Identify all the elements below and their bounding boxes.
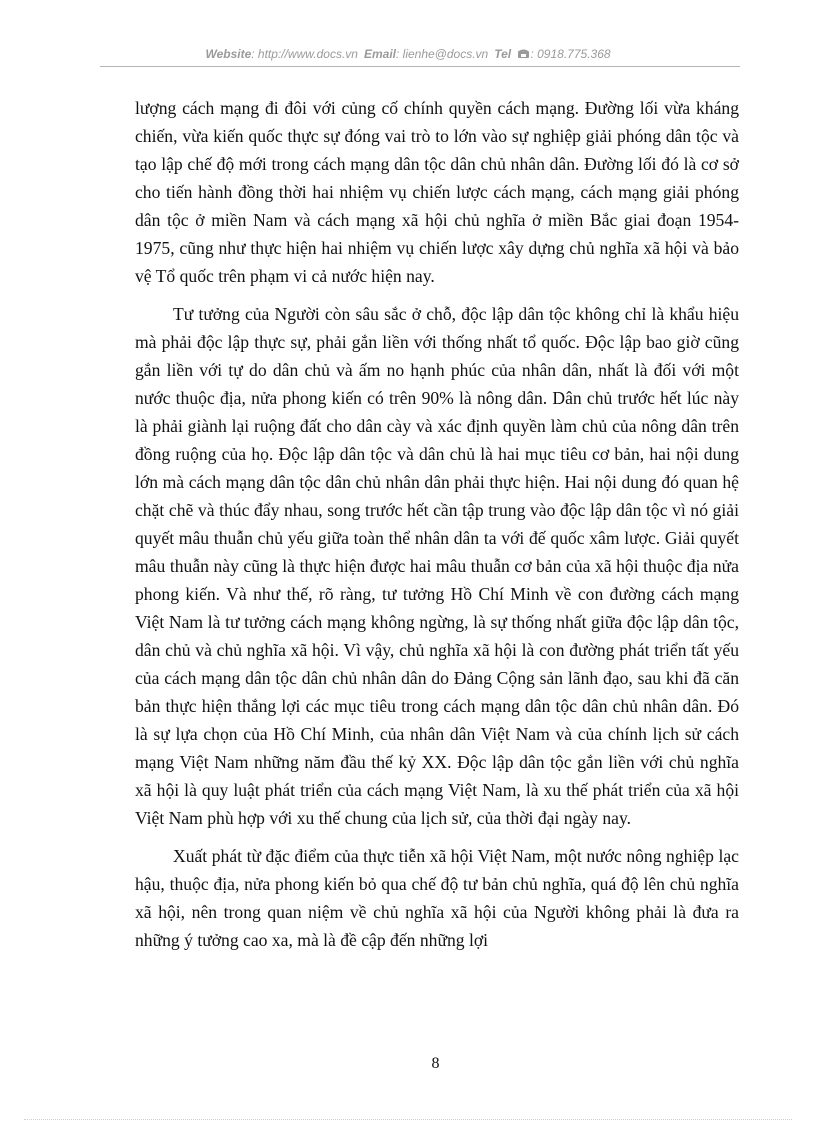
page-header [0,47,816,61]
paragraph: lượng cách mạng đi đôi với củng cố chính quyền cách mạng. Đường lối vừa kháng chiến, vừa kiến quốc thực sự đóng vai trò to lớn vào sự nghiệp giải phóng dân tộc và tạo lập chế độ mới trong cách mạng dân tộc dân chủ nhân dân. Đường lối đó là cơ sở cho tiến hành đồng thời hai nhiệm vụ chiến lược cách mạng, cách mạng giải phóng dân tộc ở miền Nam và cách mạng xã hội chủ nghĩa ở miền Bắc giai đoạn 1954-1975, cũng như thực hiện hai nhiệm vụ chiến lược xây dựng chủ nghĩa xã hội và bảo vệ Tổ quốc trên phạm vi cả nước hiện nay. [135,98,739,286]
website-value: : http://www.docs.vn [251,47,358,61]
tel-value: : 0918.775.368 [530,47,611,61]
document-body [135,94,739,964]
page-number: 8 [431,1055,440,1072]
email-value: : lienhe@docs.vn [395,47,489,61]
tel-label: Tel [494,47,512,61]
paragraph: Xuất phát từ đặc điểm của thực tiễn xã hội Việt Nam, một nước nông nghiệp lạc hậu, thuộc địa, nửa phong kiến bỏ qua chế độ tư bản chủ nghĩa, quá độ lên chủ nghĩa xã hội, nên trong quan niệm về chủ nghĩa xã hội của Người không phải là đưa ra những ý tưởng cao xa, mà là đề cập đến những lợi [135,846,739,950]
website-label: Website [205,47,252,61]
phone-icon [517,48,530,59]
paragraph: Tư tưởng của Người còn sâu sắc ở chỗ, độc lập dân tộc không chỉ là khẩu hiệu mà phải độc lập thực sự, phải gắn liền với thống nhất tổ quốc. Độc lập bao giờ cũng gắn liền với tự do dân chủ và ấm no hạnh phúc của nhân dân, nhất là đối với một nước thuộc địa, nửa phong kiến có trên 90% là nông dân. Dân chủ trước hết lúc này là phải giành lại ruộng đất cho dân cày và xác định quyền làm chủ của nông dân trên đồng ruộng của họ. Độc lập dân tộc và dân chủ là hai mục tiêu cơ bản, hai nội dung lớn mà cách mạng dân tộc dân chủ nhân dân phải thực hiện. Hai nội dung đó quan hệ chặt chẽ và thúc đẩy nhau, song trước hết cần tập trung vào độc lập dân tộc vì nó giải quyết mâu thuẫn chủ yếu giữa toàn thể nhân dân ta với đế quốc xâm lược. Giải quyết mâu thuẫn này cũng là thực hiện được hai mâu thuẫn cơ bản của xã hội thuộc địa nửa phong kiến. Và như thế, rõ ràng, tư tưởng Hồ Chí Minh về con đường cách mạng Việt Nam là tư tưởng cách mạng không ngừng, là sự thống nhất giữa độc lập dân tộc, dân chủ và chủ nghĩa xã hội. Vì vậy, chủ nghĩa xã hội là con đường phát triển tất yếu của cách mạng dân tộc dân chủ nhân dân do Đảng Cộng sản lãnh đạo, sau khi đã căn bản thực hiện thắng lợi các mục tiêu trong cách mạng dân tộc dân chủ nhân dân. Đó là sự lựa chọn của Hồ Chí Minh, của nhân dân Việt Nam và của chính lịch sử cách mạng Việt Nam những năm đầu thế kỷ XX. Độc lập dân tộc gắn liền với chủ nghĩa xã hội là quy luật phát triển của cách mạng Việt Nam, là xu thế phát triển của xã hội Việt Nam phù hợp với xu thế chung của lịch sử, của thời đại ngày nay. [135,304,739,828]
header-divider [100,66,740,67]
page-bottom-border [24,1119,792,1120]
email-label: Email [363,47,396,61]
